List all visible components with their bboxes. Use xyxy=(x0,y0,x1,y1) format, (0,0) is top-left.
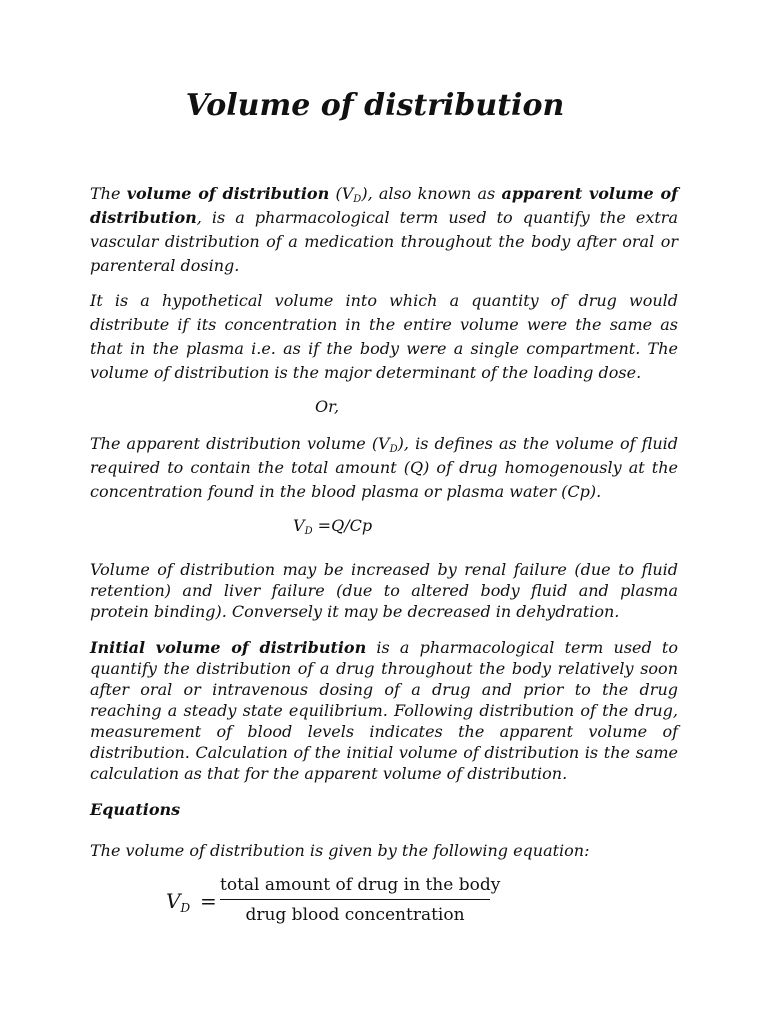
page-title: Volume of distribution xyxy=(185,88,565,123)
paragraph-initial-volume: Initial volume of distribution is a pharmacological term used to quantify the distribution of a drug throughout the body relatively soon after oral or intravenous dosing of a drug and prior to the drug reaching a steady state equilibrium. Following distribution of the drug, measurement of blood levels indicates the apparent volume of distribution. Calculation of the initial volume of distribution is the same calculation as that for the apparent volume of distribution. xyxy=(90,638,678,783)
formula-vd-q-cp: $V_D =Q/Cp$ xyxy=(293,516,373,537)
paragraph-equation-intro: The volume of distribution is given by the following equation: xyxy=(90,841,590,860)
formula-vd-symbol: $V_D$ xyxy=(166,889,191,915)
formula-denominator: drug blood concentration xyxy=(245,905,465,925)
formula-vd-fraction xyxy=(166,872,506,932)
formula-numerator: total amount of drug in the body xyxy=(220,875,501,895)
paragraph-apparent-distribution: The apparent distribution volume $(V_D)$, is defines as the volume of fluid required to contain the total amount (Q) of drug homogenously at the concentration found in the blood plasma or plasma water (Cp). xyxy=(90,434,679,501)
formula-fraction xyxy=(220,872,501,928)
term-initial-volume: Initial volume of distribution xyxy=(90,638,367,657)
equations-heading: Equations xyxy=(90,800,181,819)
paragraph-definition: The volume of distribution $(V_D)$, also known as apparent volume of distribution, is a pharmacological term used to quantify the extra vascular distribution of a medication throughout the body after oral or parenteral dosing. xyxy=(90,184,679,275)
paragraph-hypothetical-volume: It is a hypothetical volume into which a quantity of drug would distribute if its concentration in the entire volume were the same as that in the plasma i.e. as if the body were a single compartment. The volume of distribution is the major determinant of the loading dose. xyxy=(90,291,678,382)
paragraph-renal-failure: Volume of distribution may be increased by renal failure (due to fluid retention) and liver failure (due to altered body fluid and plasma protein binding). Conversely it may be decreased in dehydration. xyxy=(90,560,678,621)
term-volume-of-distribution: volume of distribution xyxy=(126,184,330,203)
formula-fraction-bar xyxy=(220,899,490,900)
term-apparent-volume: apparent volume of distribution xyxy=(90,184,679,227)
formula-equals-sign: = xyxy=(200,889,217,913)
or-separator: Or, xyxy=(315,397,340,416)
